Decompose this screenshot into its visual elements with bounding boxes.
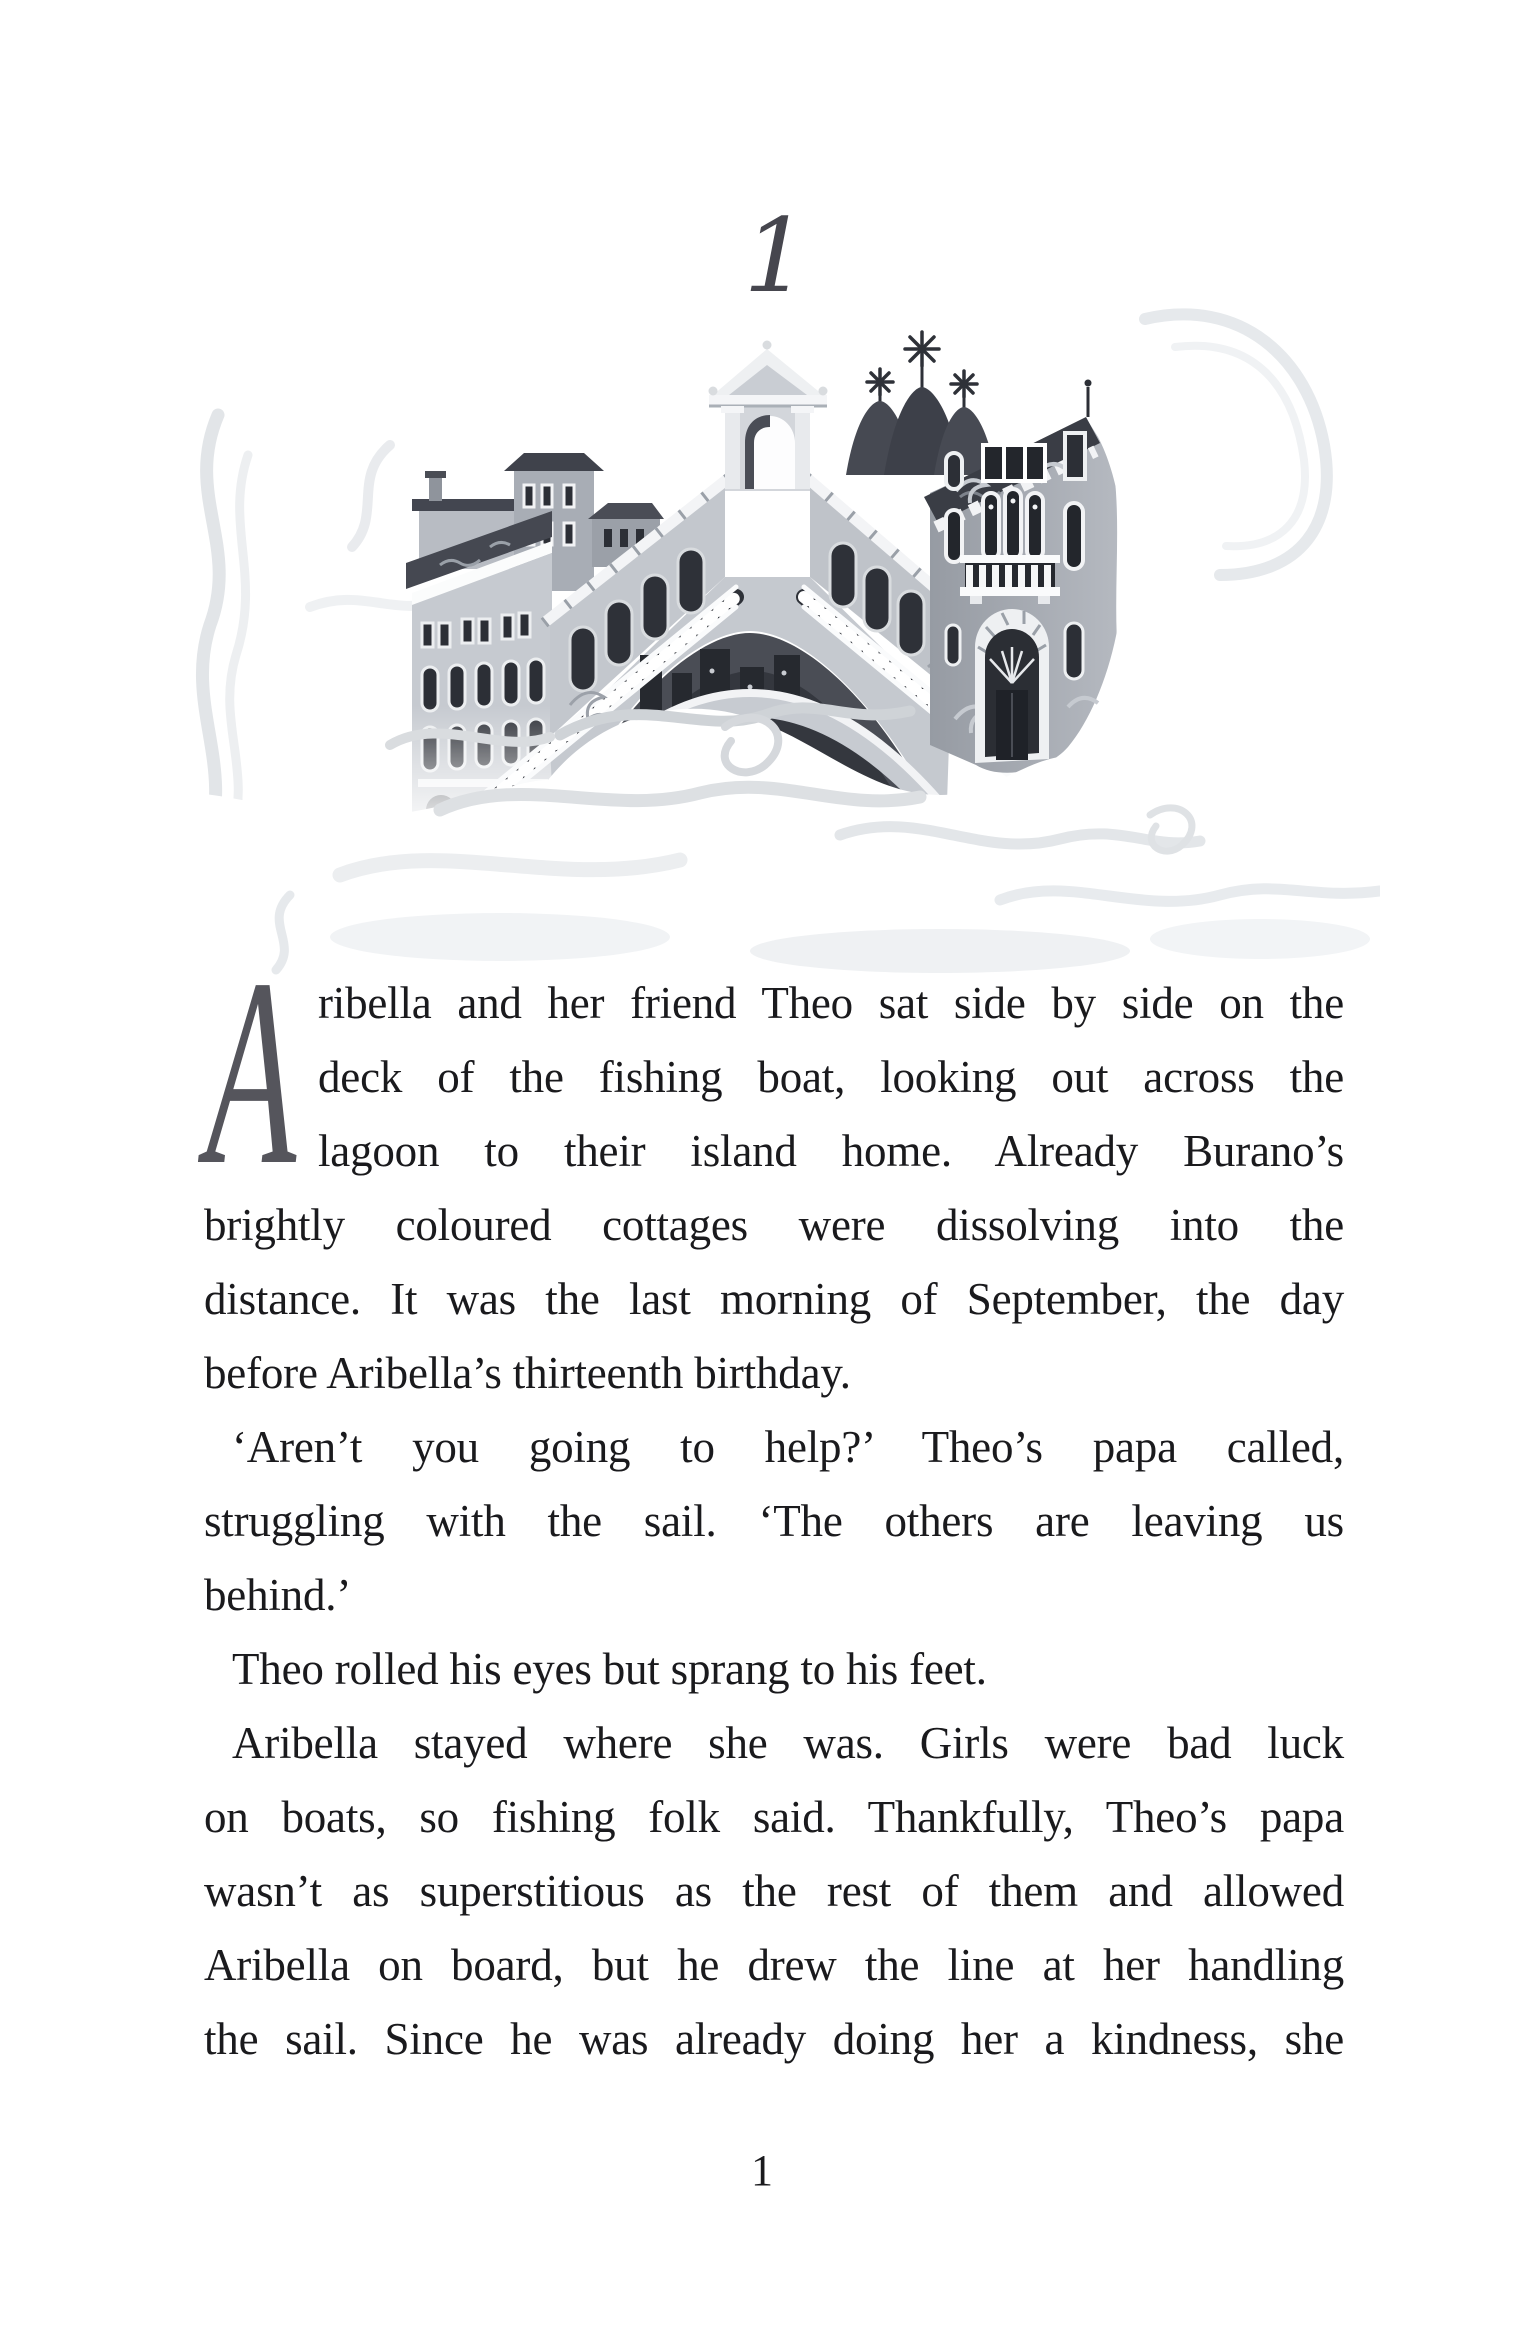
paragraph-lines bbox=[204, 966, 1344, 2076]
rialto-bridge-illustration bbox=[140, 275, 1380, 975]
text-line: Aribella stayed where she was. Girls were bad luck bbox=[232, 1718, 1344, 1768]
text-line: brightly coloured cottages were dissolving into the bbox=[204, 1200, 1344, 1250]
text-line: behind.’ bbox=[204, 1570, 352, 1620]
text-line: Theo rolled his eyes but sprang to his feet. bbox=[232, 1644, 987, 1694]
text-line: ribella and her friend Theo sat side by side on the bbox=[318, 978, 1344, 1028]
bridge-portal bbox=[709, 341, 828, 492]
text-line: Aribella on board, but he drew the line at her handling bbox=[204, 1940, 1344, 1990]
arched-doorway bbox=[975, 609, 1049, 763]
domes-and-star-finials bbox=[846, 332, 996, 475]
drop-cap-letter: A bbox=[206, 923, 297, 1220]
page-number: 1 bbox=[751, 2146, 773, 2195]
chapter-number: 1 bbox=[743, 197, 809, 316]
text-line: wasn’t as superstitious as the rest of them and allowed bbox=[204, 1866, 1344, 1916]
text-line: struggling with the sail. ‘The others are leaving us bbox=[204, 1496, 1344, 1546]
text-line: distance. It was the last morning of September, the day bbox=[204, 1274, 1344, 1324]
text-line: lagoon to their island home. Already Burano’s bbox=[318, 1126, 1344, 1176]
text-line: ‘Aren’t you going to help?’ Theo’s papa called, bbox=[232, 1422, 1344, 1472]
text-line: on boats, so fishing folk said. Thankfully, Theo’s papa bbox=[204, 1792, 1344, 1842]
text-line: before Aribella’s thirteenth birthday. bbox=[204, 1348, 851, 1398]
text-line: the sail. Since he was already doing her a kindness, she bbox=[204, 2014, 1344, 2064]
body-text bbox=[204, 923, 1344, 2076]
text-line: deck of the fishing boat, looking out across the bbox=[318, 1052, 1344, 1102]
rialto-bridge-illustration-svg bbox=[140, 275, 1380, 975]
